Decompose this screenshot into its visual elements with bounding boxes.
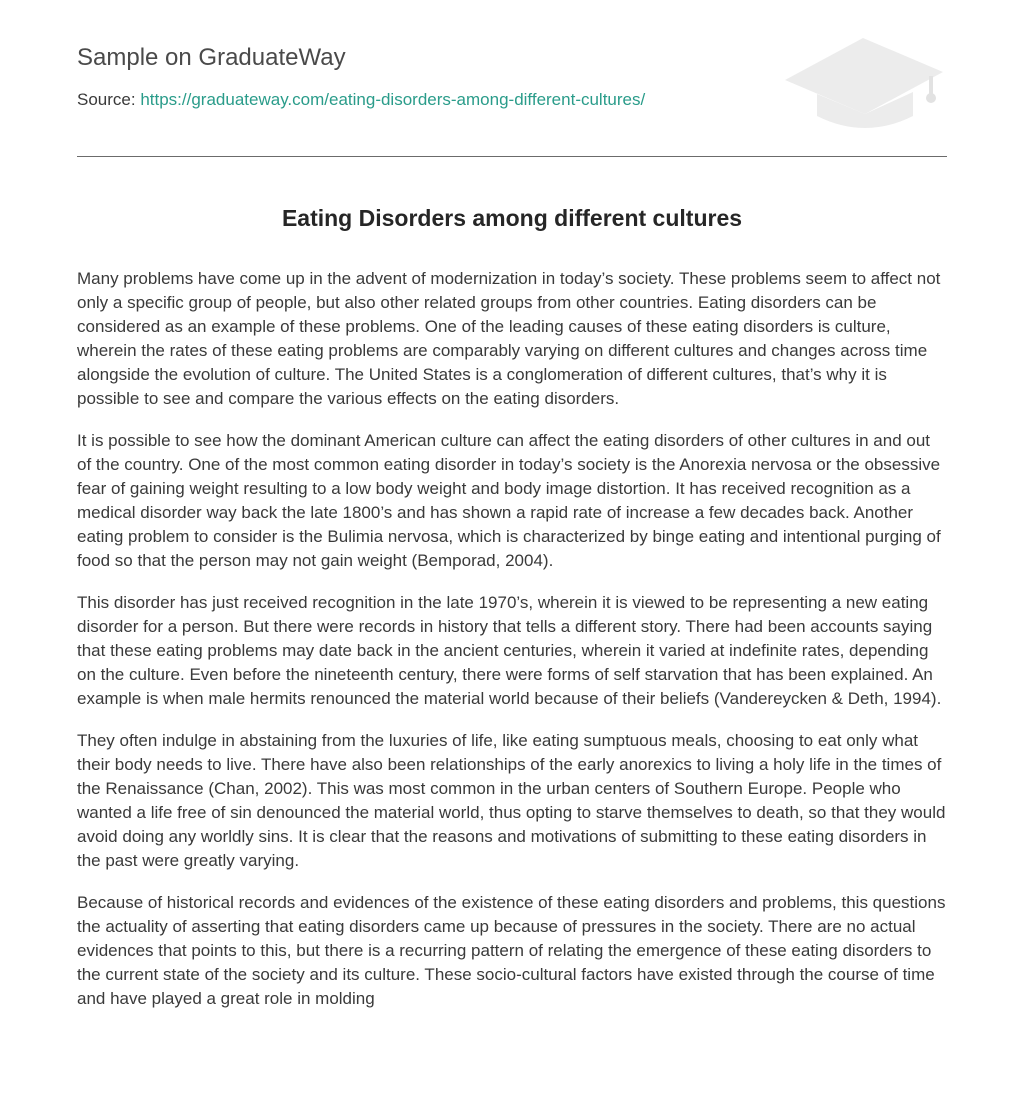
paragraph: It is possible to see how the dominant American culture can affect the eating disorders of other cultures in and out of the country. One of the most common eating disorder in today’s society is the Anorexia nervosa or the obsessive fear of gaining weight resulting to a low body weight and body image distortion. It has received recognition as a medical disorder way back the late 1800’s and has shown a rapid rate of increase a few decades back. Another eating problem to consider is the Bulimia nervosa, which is characterized by binge eating and intentional purging of food so that the person may not gain weight (Bemporad, 2004). bbox=[77, 431, 941, 570]
site-title: Sample on GraduateWay bbox=[77, 44, 346, 71]
paragraph: Many problems have come up in the advent of modernization in today’s society. These problems seem to affect not only a specific group of people, but also other related groups from other countries. Eating disorders can be considered as an example of these problems. One of the leading causes of these eating disorders is culture, wherein the rates of these eating problems are comparably varying on different cultures and changes across time alongside the evolution of culture. The United States is a conglomeration of different cultures, that’s why it is possible to see and compare the various effects on the eating disorders. bbox=[77, 269, 941, 408]
page bbox=[77, 0, 947, 1008]
paragraph: They often indulge in abstaining from the luxuries of life, like eating sumptuous meals, choosing to eat only what their body needs to live. There have also been relationships of the early anorexics to living a holy life in the times of the Renaissance (Chan, 2002). This was most common in the urban centers of Southern Europe. People who wanted a life free of sin denounced the material world, thus opting to starve themselves to death, so that they would avoid doing any worldly sins. It is clear that the reasons and motivations of submitting to these eating disorders in the past were greatly varying. bbox=[77, 731, 946, 870]
paragraph: Because of historical records and evidences of the existence of these eating disorders and problems, this questions the actuality of asserting that eating disorders came up because of pressures in the society. There are no actual evidences that points to this, but there is a recurring pattern of relating the emergence of these eating disorders to the current state of the society and its culture. These socio-cultural factors have existed through the course of time and have played a great role in molding bbox=[77, 893, 946, 1008]
document-body bbox=[77, 267, 947, 1029]
paragraph: This disorder has just received recognition in the late 1970’s, wherein it is viewed to be representing a new eating disorder for a person. But there were records in history that tells a different story. There had been accounts saying that these eating problems may date back in the ancient centuries, wherein it varied at indefinite rates, depending on the culture. Even before the nineteenth century, there were forms of self starvation that has been explained. An example is when male hermits renounced the material world because of their beliefs (Vandereycken & Deth, 1994). bbox=[77, 593, 942, 708]
header bbox=[77, 0, 947, 157]
source-line bbox=[77, 90, 645, 110]
source-link[interactable]: https://graduateway.com/eating-disorders-among-different-cultures/ bbox=[140, 90, 646, 109]
source-label: Source: bbox=[77, 90, 136, 109]
graduation-cap-icon bbox=[781, 30, 947, 132]
document-title: Eating Disorders among different cultures bbox=[281, 205, 743, 231]
